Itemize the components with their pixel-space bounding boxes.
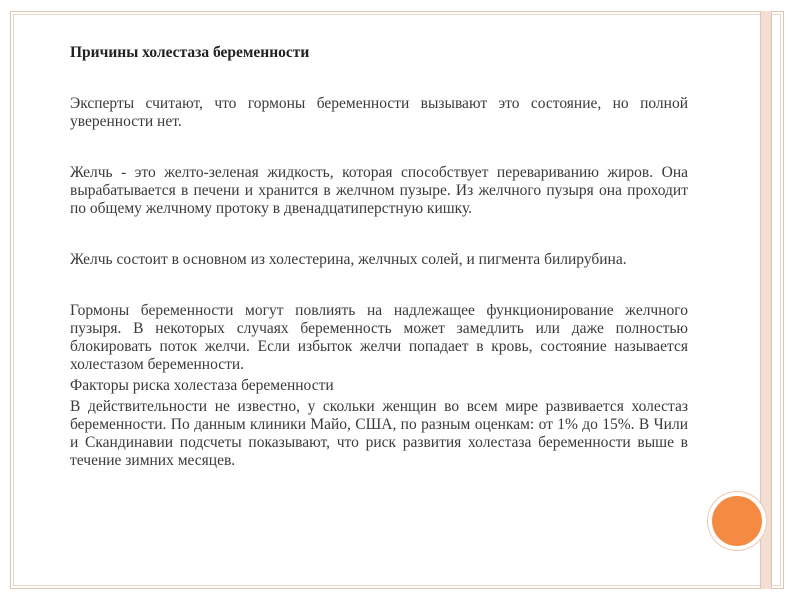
bullet-item-subheading (40, 377, 688, 395)
accent-circle-decoration (712, 496, 762, 546)
slide-content (40, 38, 688, 470)
bullet-item (40, 95, 688, 131)
bullet-text: Эксперты считают, что гормоны беременности вызывают это состояние, но полной уверенности нет. (70, 95, 688, 130)
bullet-text: В действительности не известно, у скольки женщин во всем мире развивается холестаз беременности. По данным клиники Майо, США, по разным оценкам: от 1% до 15%. В Чили и Скандинавии подсчеты показывают, что риск развития холестаза беременности выше в течение зимних месяцев. (70, 398, 688, 469)
bullet-marker-icon (40, 379, 52, 393)
bullet-item (40, 398, 688, 470)
bullet-item-title (40, 44, 688, 62)
bullet-text: Факторы риска холестаза беременности (70, 377, 334, 394)
bullet-marker-icon (40, 400, 52, 414)
bullet-item (40, 164, 688, 218)
side-stripe-line (760, 11, 761, 589)
slide-title: Причины холестаза беременности (70, 44, 310, 61)
bullet-text: Желчь состоит в основном из холестерина, желчных солей, и пигмента билирубина. (70, 251, 627, 268)
bullet-text: Желчь - это желто-зеленая жидкость, которая способствует перевариванию жиров. Она вырабатывается в печени и хранится в желчном пузыре. Из желчного пузыря она проходит по общему желчному протоку в двенадцатиперстную кишку. (70, 164, 688, 217)
bullet-marker-icon (40, 97, 52, 111)
bullet-marker-icon (40, 304, 52, 318)
bullet-text: Гормоны беременности могут повлиять на надлежащее функционирование желчного пузыря. В некоторых случаях беременность может замедлить или даже полностью блокировать поток желчи. Если избыток желчи попадает в кровь, состояние называется холестазом беременности. (70, 302, 688, 373)
bullet-marker-icon (40, 253, 52, 267)
bullet-marker-icon (40, 46, 52, 60)
bullet-item (40, 302, 688, 374)
side-stripe-line-2 (771, 11, 772, 589)
bullet-item (40, 251, 688, 269)
bullet-marker-icon (40, 166, 52, 180)
